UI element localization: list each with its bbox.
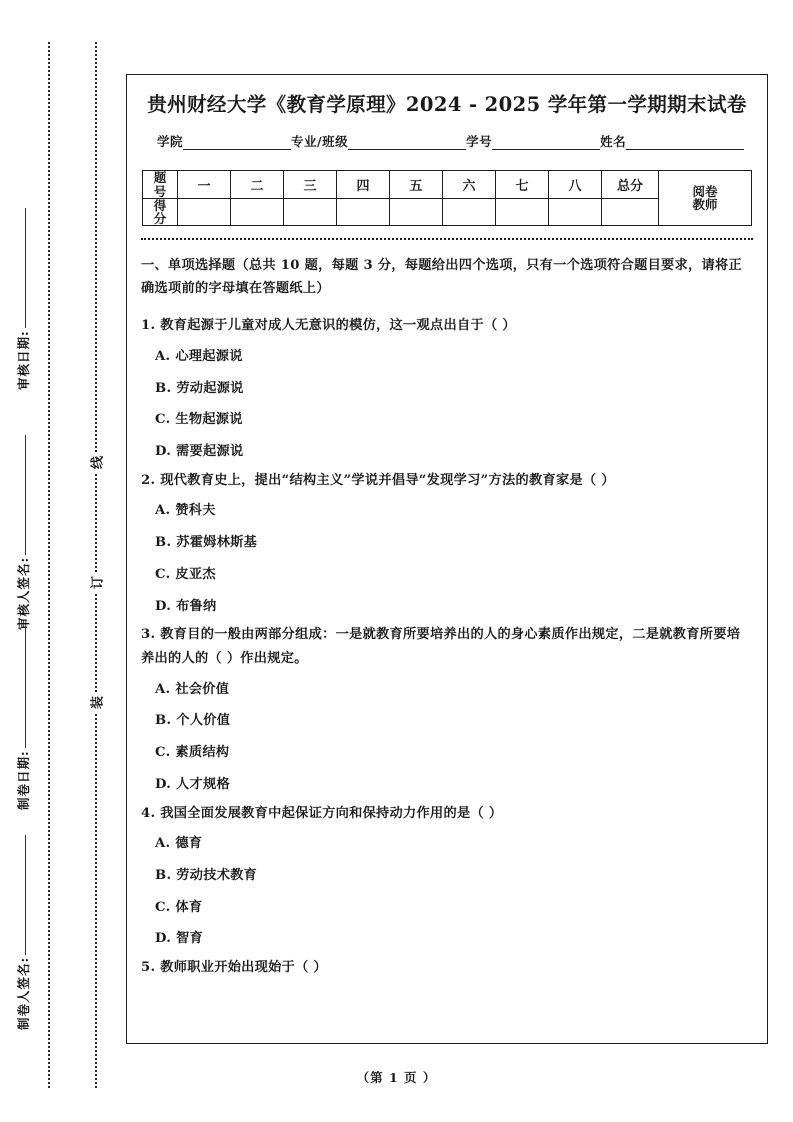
- margin-note-review-date: [14, 160, 32, 390]
- score-cell-6[interactable]: [443, 198, 496, 225]
- score-col-total: 总分: [602, 171, 659, 198]
- margin-note-paper-date-rule: [25, 628, 26, 748]
- score-table-stub-score: [143, 198, 178, 225]
- field-name-input[interactable]: [626, 135, 744, 150]
- margin-note-paper-date: [14, 580, 32, 810]
- margin-note-author-signature-rule: [25, 835, 26, 955]
- question-2-option-c[interactable]: C. 皮亚杰: [155, 566, 216, 582]
- score-col-6: 六: [443, 171, 496, 198]
- score-table: [142, 170, 752, 226]
- question-4-stem: 4. 我国全面发展教育中起保证方向和保持动力作用的是（ ）: [141, 805, 503, 821]
- field-major-class-label: 专业/班级: [291, 134, 349, 150]
- score-table-stub-question-no: [143, 171, 178, 198]
- score-col-grading-teacher[interactable]: [659, 171, 752, 226]
- question-1-option-a[interactable]: A. 心理起源说: [155, 348, 243, 364]
- field-major-class: [291, 132, 466, 150]
- score-cell-8[interactable]: [549, 198, 602, 225]
- margin-note-paper-date-label: 制卷日期:: [16, 750, 31, 810]
- question-5-stem: 5. 教师职业开始出现始于（ ）: [141, 960, 327, 976]
- field-college: [157, 132, 291, 150]
- question-3-option-d[interactable]: D. 人才规格: [155, 776, 230, 792]
- question-3-option-a[interactable]: A. 社会价值: [155, 681, 230, 697]
- question-4-option-b[interactable]: B. 劳动技术教育: [155, 868, 258, 884]
- left-margin-annotations: [0, 0, 118, 1122]
- question-3-option-b[interactable]: B. 个人价值: [155, 713, 231, 729]
- field-college-label: 学院: [157, 134, 184, 150]
- score-cell-total[interactable]: [602, 198, 659, 225]
- margin-note-review-date-rule: [25, 208, 26, 328]
- score-cell-7[interactable]: [496, 198, 549, 225]
- stub-score-char2: 分: [153, 210, 167, 226]
- field-name-label: 姓名: [600, 134, 627, 150]
- question-2-option-a[interactable]: A. 赞科夫: [155, 503, 216, 519]
- field-student-id: [466, 132, 600, 150]
- stub-score-char1: 得: [153, 197, 167, 213]
- question-2-option-d[interactable]: D. 布鲁纳: [155, 598, 217, 614]
- section-heading: 一、单项选择题（总共 10 题，每题 3 分，每题给出四个选项，只有一个选项符合题目要求，请将正确选项前的字母填在答题纸上）: [141, 257, 742, 296]
- margin-note-reviewer-signature-rule: [25, 435, 26, 555]
- score-col-1: 一: [178, 171, 231, 198]
- margin-note-review-date-label: 审核日期:: [16, 330, 31, 390]
- score-cell-3[interactable]: [284, 198, 337, 225]
- stub-question-no-char2: 号: [153, 183, 167, 199]
- score-col-2: 二: [231, 171, 284, 198]
- score-col-7: 七: [496, 171, 549, 198]
- student-info-row: [157, 132, 743, 150]
- score-table-header-row: [143, 171, 752, 198]
- question-1-option-b[interactable]: B. 劳动起源说: [155, 380, 244, 396]
- question-4: [141, 802, 751, 955]
- question-2-option-b[interactable]: B. 苏霍姆林斯基: [155, 535, 258, 551]
- page-footer: （第 1 页 ）: [356, 1070, 437, 1085]
- field-name: [600, 132, 744, 150]
- score-col-3: 三: [284, 171, 337, 198]
- score-col-4: 四: [337, 171, 390, 198]
- score-col-8: 八: [549, 171, 602, 198]
- score-cell-5[interactable]: [390, 198, 443, 225]
- seal-char-bind: 订: [82, 573, 111, 593]
- question-3-stem: 3. 教育目的一般由两部分组成：一是就教育所要培养出的人的身心素质作出规定，二是就教育所要培养出的人的（ ）作出规定。: [141, 627, 741, 666]
- score-cell-4[interactable]: [337, 198, 390, 225]
- stub-question-no-char1: 题: [153, 170, 167, 186]
- seal-char-pack: 装: [82, 693, 111, 713]
- exam-body: [127, 240, 767, 980]
- question-3: [141, 623, 751, 799]
- field-major-class-input[interactable]: [348, 135, 466, 150]
- question-4-option-d[interactable]: D. 智育: [155, 931, 204, 947]
- question-2-stem: 2. 现代教育史上，提出“结构主义”学说并倡导“发现学习”方法的教育家是（ ）: [141, 472, 615, 488]
- margin-note-reviewer-signature-label: 审核人签名:: [16, 556, 31, 630]
- question-4-option-c[interactable]: C. 体育: [155, 899, 203, 915]
- question-1-stem: 1. 教育起源于儿童对成人无意识的模仿，这一观点出自于（ ）: [141, 318, 516, 334]
- question-2: [141, 469, 751, 622]
- outer-dotted-line: [48, 42, 50, 1088]
- question-1-option-d[interactable]: D. 需要起源说: [155, 443, 244, 459]
- grading-teacher-label-line2: 教师: [692, 197, 718, 213]
- field-student-id-input[interactable]: [492, 135, 600, 150]
- seal-char-line: 线: [82, 453, 111, 473]
- question-5: [141, 956, 751, 980]
- page-title: 贵州财经大学《教育学原理》2024 - 2025 学年第一学期期末试卷: [147, 93, 747, 116]
- question-3-option-c[interactable]: C. 素质结构: [155, 745, 230, 761]
- exam-paper-content-box: [126, 74, 768, 1044]
- question-1: [141, 314, 751, 467]
- score-col-5: 五: [390, 171, 443, 198]
- margin-note-author-signature-label: 制卷人签名:: [16, 956, 31, 1030]
- score-cell-1[interactable]: [178, 198, 231, 225]
- grading-teacher-label-line1: 阅卷: [692, 184, 718, 200]
- margin-note-author-signature: [14, 800, 32, 1030]
- field-college-input[interactable]: [183, 135, 291, 150]
- question-4-option-a[interactable]: A. 德育: [155, 836, 203, 852]
- seal-dotted-line: [95, 42, 97, 1088]
- score-cell-2[interactable]: [231, 198, 284, 225]
- question-1-option-c[interactable]: C. 生物起源说: [155, 412, 243, 428]
- field-student-id-label: 学号: [466, 134, 493, 150]
